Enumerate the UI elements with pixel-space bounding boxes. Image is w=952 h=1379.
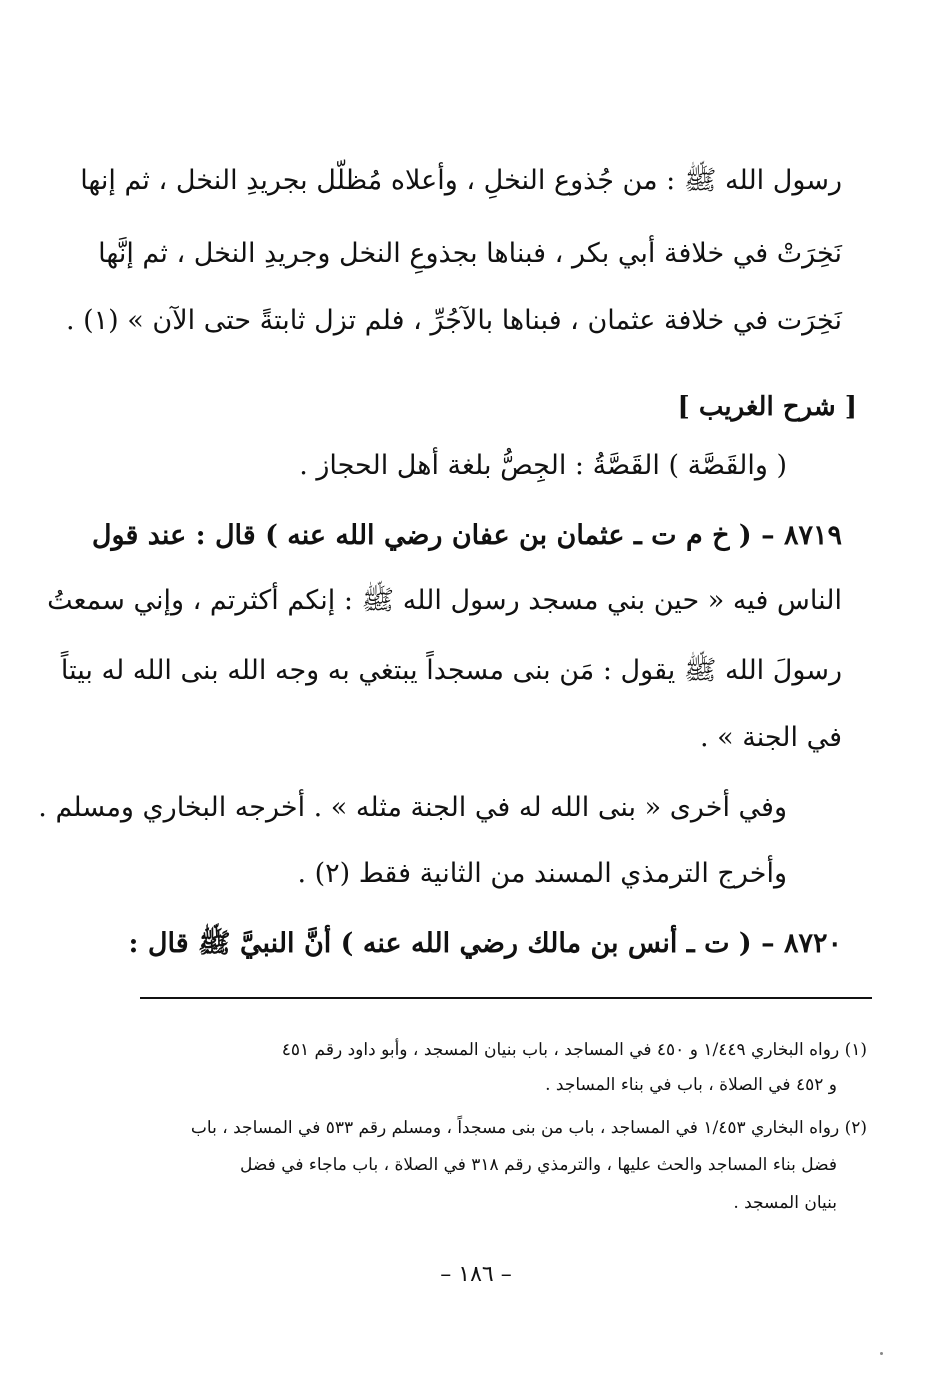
body-line-2: نَخِرَتْ في خلافة أبي بكر ، فبناها بجذوعِ النخل وجريدِ النخل ، ثم إنَّها	[98, 238, 842, 269]
body-line-3: نَخِرَت في خلافة عثمان ، فبناها بالآجُرِّ ، فلم تزل ثابتةً حتى الآن » (١) .	[65, 305, 842, 336]
body-line-4: ( والقَصَّة ) القَصَّةُ : الجِصُّ بلغة أهل الحجاز .	[299, 450, 787, 481]
body-line-7: رسولَ الله ﷺ يقول : مَن بنى مسجداً يبتغي به وجه الله بنى الله له بيتاً	[60, 655, 842, 686]
footnote-2-line-3: بنيان المسجد .	[733, 1193, 837, 1213]
hadith-8719-header: ٨٧١٩ – ( خ م ت ـ عثمان بن عفان رضي الله عنه ) قال : عند قول	[91, 520, 842, 551]
body-line-10: وأخرج الترمذي المسند من الثانية فقط (٢) .	[297, 858, 787, 889]
footnote-2-line-1: (٢) رواه البخاري ١/٤٥٣ في المساجد ، باب من بنى مسجداً ، ومسلم رقم ٥٣٣ في المساجد ، باب	[190, 1118, 867, 1138]
hadith-8720-header: ٨٧٢٠ – ( ت ـ أنس بن مالك رضي الله عنه ) أنَّ النبيَّ ﷺ قال :	[128, 928, 842, 959]
body-line-8: في الجنة » .	[699, 722, 842, 753]
footnote-2-line-2: فضل بناء المساجد والحث عليها ، والترمذي رقم ٣١٨ في الصلاة ، باب ماجاء في فضل	[240, 1155, 837, 1175]
footnote-separator	[140, 997, 872, 999]
footnote-1-line-1: (١) رواه البخاري ١/٤٤٩ و ٤٥٠ في المساجد ، باب بنيان المسجد ، وأبو داود رقم ٤٥١	[281, 1040, 867, 1060]
body-line-6: الناس فيه « حين بني مسجد رسول الله ﷺ : إنكم أكثرتم ، وإني سمعتُ	[47, 585, 842, 616]
body-line-9: وفي أخرى « بنى الله له في الجنة مثله » . أخرجه البخاري ومسلم .	[38, 792, 787, 823]
section-heading: [ شرح الغريب ]	[677, 392, 857, 422]
footnote-1-line-2: و ٤٥٢ في الصلاة ، باب في بناء المساجد .	[545, 1075, 837, 1095]
scan-speck	[880, 1352, 883, 1355]
body-line-1: رسول الله ﷺ : من جُذوع النخلِ ، وأعلاه مُظلّل بجريدِ النخل ، ثم إنها	[80, 165, 842, 196]
page-number: – ١٨٦ –	[440, 1262, 512, 1287]
